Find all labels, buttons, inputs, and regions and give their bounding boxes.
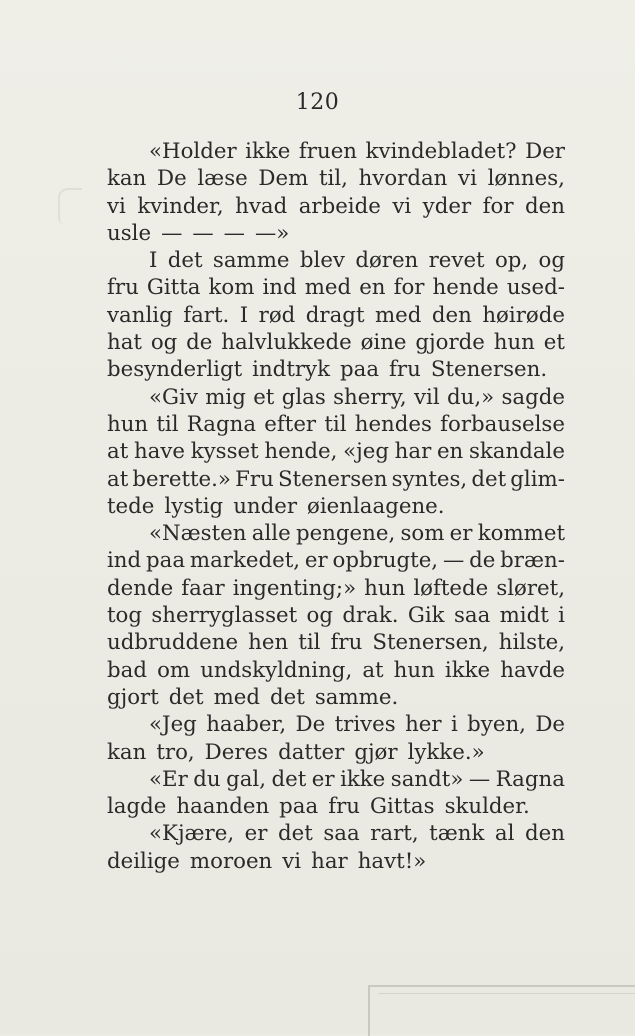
word: døren: [355, 248, 419, 274]
word: og: [538, 248, 565, 274]
word: hun: [493, 330, 535, 356]
word: tro,: [156, 739, 195, 765]
text-line: [107, 384, 565, 411]
word: et: [543, 330, 565, 356]
word: til,: [318, 166, 348, 192]
word: hvordan: [358, 166, 448, 192]
word: indtryk: [252, 357, 330, 383]
word: med: [304, 275, 352, 301]
word: her: [405, 712, 442, 738]
word: mig: [205, 384, 246, 410]
word: sherry,: [333, 384, 407, 410]
text-line: [107, 193, 565, 220]
word: det: [270, 684, 305, 710]
word: det: [167, 248, 203, 274]
text-line: [107, 575, 565, 602]
word: De: [157, 166, 187, 192]
word: ikke: [245, 139, 291, 164]
word: med: [213, 684, 261, 710]
word: ind: [262, 275, 297, 301]
word: —: [161, 220, 183, 246]
word: vi: [458, 166, 477, 192]
word: med: [374, 302, 422, 328]
text-line: [107, 820, 565, 847]
word: used-: [506, 275, 565, 301]
word: De: [295, 712, 326, 738]
word: dende: [107, 575, 174, 601]
word: «Giv: [149, 384, 198, 410]
margin-stain: [58, 188, 82, 224]
word: Deres: [204, 739, 269, 765]
word: løftede: [413, 575, 489, 601]
word: ikke: [444, 657, 491, 683]
word: tænk: [429, 821, 485, 847]
word: for: [393, 275, 425, 301]
word: Ragna: [186, 411, 257, 437]
word: og: [306, 603, 333, 629]
word: kommet: [477, 521, 565, 547]
word: er: [304, 548, 328, 574]
word: revet: [428, 248, 485, 274]
word: lykke.»: [407, 739, 485, 765]
word: lagde: [107, 794, 167, 820]
word: sandt»: [390, 766, 464, 792]
word: paa: [340, 357, 380, 383]
word: for: [482, 193, 514, 219]
word: de: [469, 548, 496, 574]
word: til: [156, 411, 179, 437]
word: Ragna: [495, 766, 565, 792]
word: syntes,: [391, 466, 468, 492]
word: skandale: [468, 439, 565, 465]
word: —: [192, 220, 214, 246]
word: Gittas: [369, 794, 435, 820]
word: —: [442, 548, 465, 574]
word: al: [494, 821, 515, 847]
word: det: [471, 466, 507, 492]
word: hilste,: [498, 630, 565, 656]
word: øine: [360, 330, 407, 356]
word: I: [239, 302, 249, 328]
word: markedet,: [189, 548, 301, 574]
word: fru: [389, 357, 421, 383]
word: op,: [494, 248, 529, 274]
word: rød: [258, 302, 296, 328]
word: besynderligt: [107, 357, 243, 383]
word: hen: [248, 630, 289, 656]
word: haanden: [176, 794, 270, 820]
word: vi: [392, 193, 412, 219]
word: Stenersen: [277, 466, 388, 492]
word: havde: [500, 657, 565, 683]
word: gjør: [354, 739, 398, 765]
word: til: [298, 630, 321, 656]
text-line: [107, 739, 565, 766]
word: har: [394, 439, 432, 465]
word: arbeide: [298, 193, 381, 219]
word: «jeg: [343, 439, 389, 465]
word: fru: [330, 630, 363, 656]
word: saa: [453, 603, 491, 629]
word: hende: [432, 275, 499, 301]
word: faar: [181, 575, 225, 601]
word: opbrugte,: [332, 548, 439, 574]
word: kom: [208, 275, 255, 301]
text-line: [107, 711, 565, 738]
word: om: [157, 657, 191, 683]
word: usle: [107, 220, 152, 246]
word: paa: [146, 548, 186, 574]
word: hvad: [235, 193, 288, 219]
word: Gik: [407, 603, 445, 629]
word: haaber,: [206, 712, 287, 738]
word: tede: [107, 493, 155, 519]
word: vi: [107, 193, 126, 219]
word: sagde: [501, 384, 565, 410]
word: udbruddene: [107, 630, 239, 656]
word: Stenersen.: [430, 357, 548, 383]
word: havt!»: [357, 848, 427, 874]
word: I: [149, 248, 158, 274]
text-line: [107, 438, 565, 465]
page-edge-line: [378, 993, 635, 1035]
word: alle: [251, 521, 291, 547]
word: de: [186, 330, 213, 356]
word: paa: [279, 794, 319, 820]
word: berette.»: [132, 466, 231, 492]
word: kan: [107, 739, 147, 765]
word: —: [223, 220, 245, 246]
word: moroen: [189, 848, 273, 874]
word: glas: [281, 384, 326, 410]
word: sløret,: [496, 575, 565, 601]
text-line: [107, 602, 565, 629]
word: det: [271, 766, 307, 792]
word: i: [450, 712, 458, 738]
word: —: [468, 766, 491, 792]
word: pengene,: [295, 521, 396, 547]
word: gjorde: [415, 330, 485, 356]
word: en: [359, 275, 386, 301]
word: hende,: [264, 439, 338, 465]
word: du,»: [447, 384, 495, 410]
word: lystig: [164, 493, 224, 519]
word: datter: [278, 739, 345, 765]
word: dragt: [305, 302, 365, 328]
word: øienlaagene.: [307, 493, 445, 519]
word: halvlukkede: [221, 330, 352, 356]
word: bræn-: [500, 548, 565, 574]
word: blev: [299, 248, 345, 274]
text-line: [107, 547, 565, 574]
word: er: [311, 766, 335, 792]
word: «Holder: [149, 139, 237, 164]
word: trives: [334, 712, 396, 738]
text-line: [107, 466, 565, 493]
text-line: [107, 302, 565, 329]
word: sherryglasset: [151, 603, 298, 629]
word: saa: [323, 821, 360, 847]
word: De: [535, 712, 565, 738]
word: den: [524, 821, 565, 847]
word: Dem: [258, 166, 309, 192]
word: efter: [264, 411, 317, 437]
word: kysset: [190, 439, 259, 465]
word: deilige: [107, 848, 180, 874]
word: skulder.: [444, 794, 530, 820]
word: drak.: [342, 603, 399, 629]
body-text: [107, 138, 565, 875]
word: et: [253, 384, 275, 410]
word: hun: [107, 411, 149, 437]
word: har: [311, 848, 348, 874]
text-line: [107, 138, 565, 165]
word: den: [431, 302, 472, 328]
word: «Kjære,: [149, 821, 235, 847]
word: samme.: [314, 684, 399, 710]
word: Der: [525, 139, 565, 164]
word: i: [558, 603, 565, 629]
word: Gitta: [146, 275, 201, 301]
word: samme: [212, 248, 290, 274]
word: en: [436, 439, 464, 465]
word: bad: [107, 657, 147, 683]
text-line: [107, 657, 565, 684]
text-line: [107, 793, 565, 820]
word: er: [449, 521, 473, 547]
word: høirøde: [482, 302, 565, 328]
text-line: [107, 220, 565, 247]
text-line: [107, 165, 565, 192]
word: «Er: [149, 766, 188, 792]
word: at: [107, 439, 129, 465]
text-line: [107, 247, 565, 274]
word: det: [278, 821, 313, 847]
text-line: [107, 493, 565, 520]
word: den: [524, 193, 565, 219]
word: midt: [499, 603, 549, 629]
word: vi: [282, 848, 302, 874]
word: —»: [254, 220, 290, 246]
word: gal,: [226, 766, 267, 792]
text-line: [107, 766, 565, 793]
word: gjort: [107, 684, 159, 710]
text-line: [107, 329, 565, 356]
word: tog: [107, 603, 143, 629]
word: forbauselse: [440, 411, 565, 437]
word: fru: [107, 275, 139, 301]
word: glim-: [510, 466, 565, 492]
word: have: [133, 439, 186, 465]
text-line: [107, 356, 565, 383]
word: lønnes,: [487, 166, 565, 192]
word: fruen: [298, 139, 358, 164]
word: hun: [364, 575, 406, 601]
text-line: [107, 684, 565, 711]
word: vil: [414, 384, 440, 410]
word: hat: [107, 330, 142, 356]
word: kvinder,: [137, 193, 224, 219]
word: «Næsten: [149, 521, 247, 547]
word: under: [233, 493, 298, 519]
word: vanlig: [107, 302, 173, 328]
word: det: [168, 684, 204, 710]
word: du: [193, 766, 221, 792]
word: fart.: [183, 302, 230, 328]
word: undskyldning,: [200, 657, 353, 683]
word: hendes: [354, 411, 432, 437]
word: Fru: [235, 466, 274, 492]
word: «Jeg: [149, 712, 197, 738]
text-line: [107, 848, 565, 875]
word: og: [150, 330, 178, 356]
text-line: [107, 274, 565, 301]
word: hun: [393, 657, 435, 683]
text-line: [107, 629, 565, 656]
word: rart,: [370, 821, 419, 847]
page-number: 120: [295, 90, 340, 115]
word: ingenting;»: [232, 575, 357, 601]
word: fru: [328, 794, 360, 820]
word: ikke: [340, 766, 386, 792]
word: kvindebladet?: [365, 139, 517, 164]
word: byen,: [467, 712, 526, 738]
word: at: [362, 657, 384, 683]
word: som: [400, 521, 445, 547]
word: Stenersen,: [372, 630, 489, 656]
text-line: [107, 411, 565, 438]
word: er: [244, 821, 268, 847]
word: kan: [107, 166, 147, 192]
text-line: [107, 520, 565, 547]
word: ind: [107, 548, 142, 574]
word: at: [107, 466, 129, 492]
word: yder: [422, 193, 472, 219]
word: til: [324, 411, 347, 437]
word: læse: [197, 166, 248, 192]
